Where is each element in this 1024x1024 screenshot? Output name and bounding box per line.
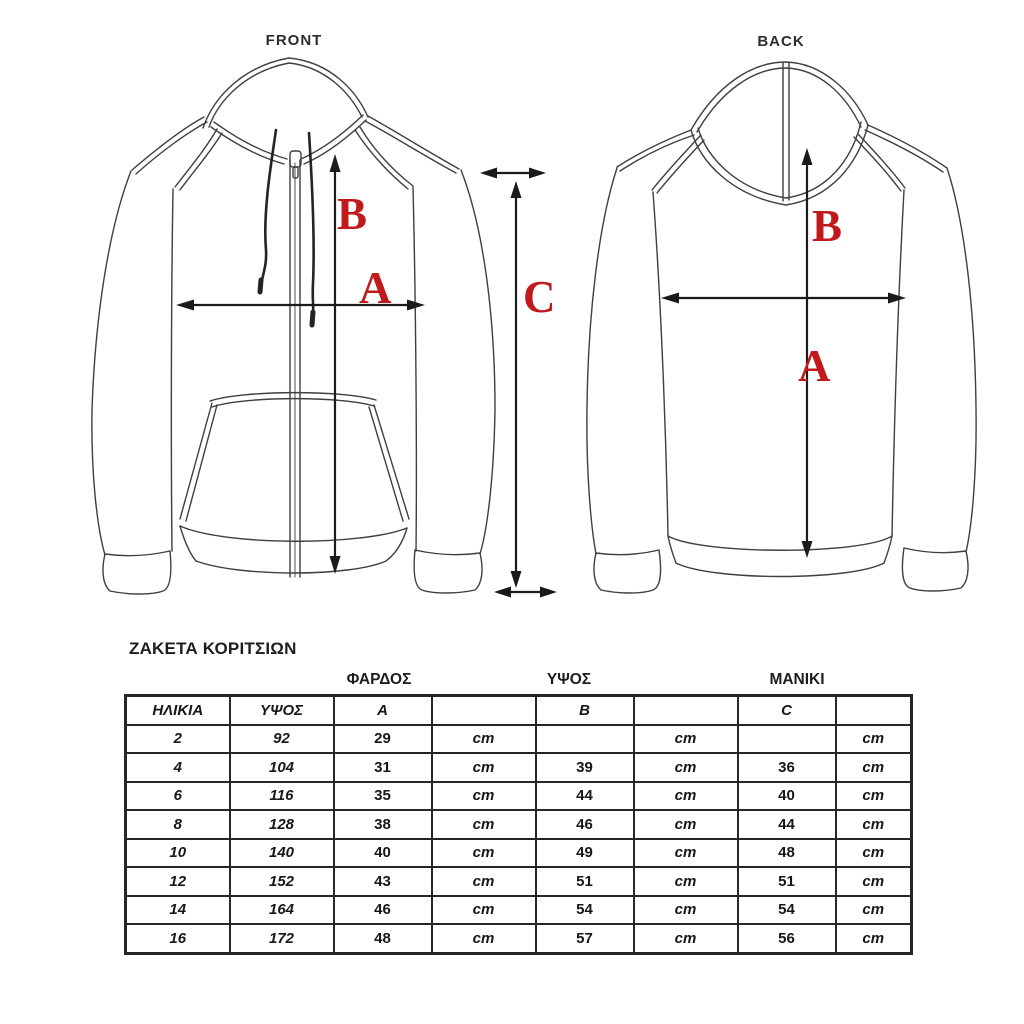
group-header-width: ΦΑΡΔΟΣ [346,671,412,688]
table-cell: 6 [126,782,230,811]
front-view-drawing [92,58,495,594]
col-header-blank1 [432,696,536,725]
table-cell: 10 [126,839,230,868]
table-cell: cm [634,924,738,953]
table-cell: 104 [230,753,334,782]
table-cell: 38 [334,810,432,839]
col-header-c: C [738,696,836,725]
table-cell: cm [634,782,738,811]
table-cell: 14 [126,896,230,925]
table-cell: 49 [536,839,634,868]
table-cell: cm [836,725,912,754]
back-measure-b-label: B [812,201,843,251]
table-cell: 29 [334,725,432,754]
table-cell: 116 [230,782,334,811]
table-row [126,867,912,896]
table-cell: cm [634,867,738,896]
group-header-sleeve: ΜΑΝΙΚΙ [769,671,825,688]
group-header-height: ΥΨΟΣ [546,671,592,688]
table-cell: cm [432,896,536,925]
table-cell: 46 [334,896,432,925]
back-view-label: BACK [757,33,805,50]
table-cell: 40 [738,782,836,811]
table-cell: 12 [126,867,230,896]
table-cell: 128 [230,810,334,839]
table-cell: cm [432,810,536,839]
table-cell [536,725,634,754]
table-cell: 46 [536,810,634,839]
table-cell: 16 [126,924,230,953]
table-cell: cm [836,896,912,925]
table-cell: cm [836,924,912,953]
table-header-row [126,696,912,725]
col-header-blank3 [836,696,912,725]
table-cell: cm [634,810,738,839]
table-cell: 51 [536,867,634,896]
back-width-a-arrow [661,293,906,304]
table-cell: cm [432,924,536,953]
table-cell: cm [432,725,536,754]
total-length-c-arrow [480,168,557,598]
table-cell: cm [836,753,912,782]
table-cell: cm [634,839,738,868]
table-cell: 8 [126,810,230,839]
table-cell [738,725,836,754]
table-cell: 57 [536,924,634,953]
table-cell: 140 [230,839,334,868]
table-row [126,839,912,868]
table-cell: cm [432,867,536,896]
table-cell: 2 [126,725,230,754]
table-row [126,782,912,811]
table-cell: 44 [738,810,836,839]
table-cell: 31 [334,753,432,782]
col-header-height: ΥΨΟΣ [230,696,334,725]
table-row [126,810,912,839]
back-measure-a-label: A [798,341,831,391]
table-cell: 164 [230,896,334,925]
table-cell: cm [634,753,738,782]
table-cell: 172 [230,924,334,953]
col-header-age: ΗΛΙΚΙΑ [126,696,230,725]
table-row [126,753,912,782]
col-header-blank2 [634,696,738,725]
table-cell: cm [634,896,738,925]
measure-arrows [176,148,906,598]
table-cell: 152 [230,867,334,896]
table-cell: cm [432,753,536,782]
back-view-drawing [587,62,976,593]
size-table [124,694,913,955]
table-cell: 44 [536,782,634,811]
col-header-a: A [334,696,432,725]
table-cell: 48 [738,839,836,868]
col-header-b: B [536,696,634,725]
table-cell: 43 [334,867,432,896]
table-cell: 39 [536,753,634,782]
table-cell: 4 [126,753,230,782]
table-row [126,896,912,925]
size-table-title: ΖΑΚΕΤΑ ΚΟΡΙΤΣΙΩΝ [129,639,297,658]
front-measure-a-label: A [359,263,392,313]
front-measure-b-label: B [337,189,368,239]
measure-c-label: C [523,272,556,322]
table-cell: cm [432,839,536,868]
table-cell: cm [836,867,912,896]
front-view-label: FRONT [265,32,323,49]
table-cell: 35 [334,782,432,811]
table-cell: cm [836,810,912,839]
table-row [126,924,912,953]
table-cell: cm [634,725,738,754]
table-cell: 56 [738,924,836,953]
table-cell: 51 [738,867,836,896]
table-cell: 36 [738,753,836,782]
table-cell: cm [836,782,912,811]
table-row [126,725,912,754]
table-cell: cm [432,782,536,811]
table-cell: 40 [334,839,432,868]
table-cell: 54 [738,896,836,925]
table-cell: 48 [334,924,432,953]
table-cell: cm [836,839,912,868]
table-cell: 54 [536,896,634,925]
table-cell: 92 [230,725,334,754]
